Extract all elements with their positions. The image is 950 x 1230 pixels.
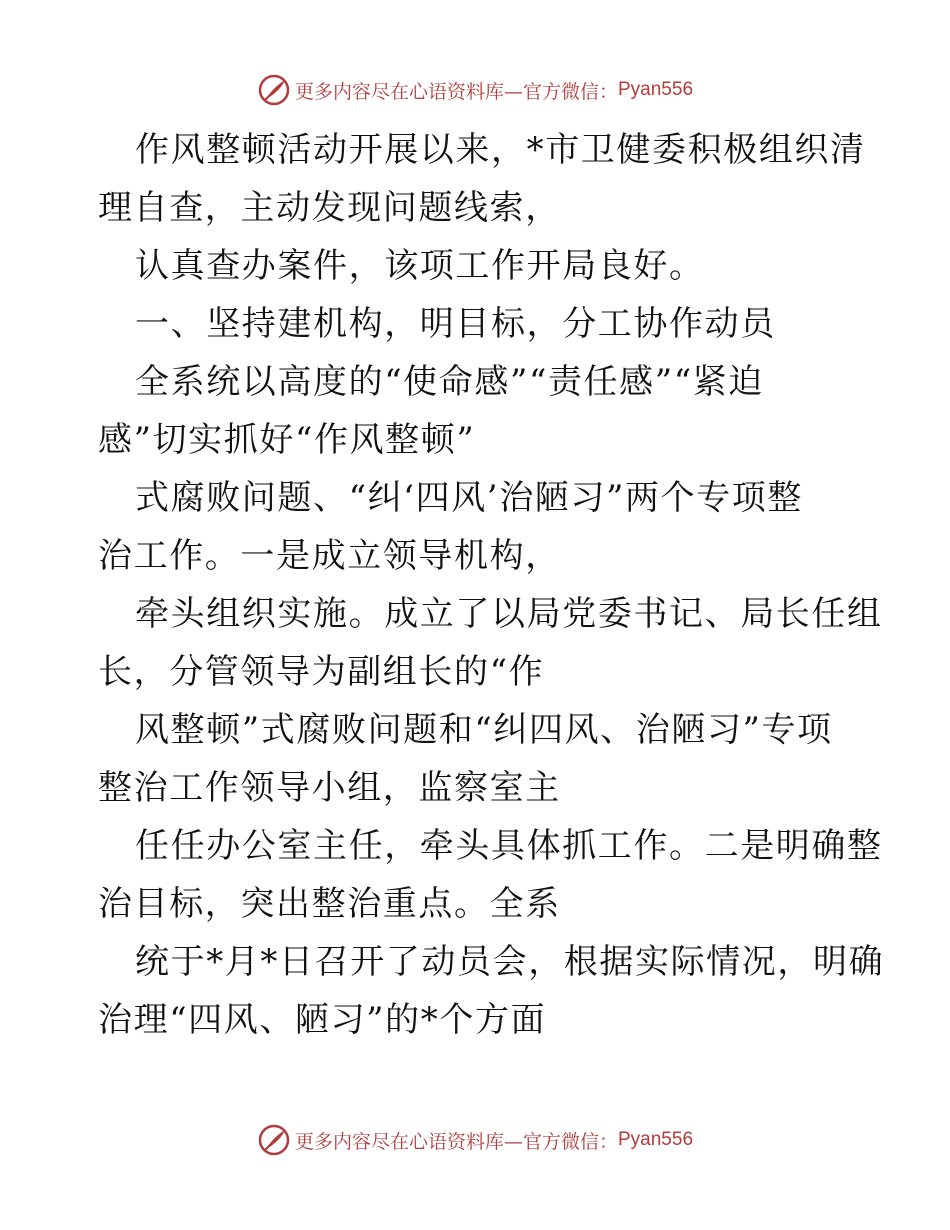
feather-pen-icon: [257, 73, 291, 107]
text-line: 长，分管领导为副组长的“作: [98, 652, 545, 692]
watermark-text: 更多内容尽在心语资料库—官方微信：: [294, 1130, 618, 1153]
watermark-wechat-id: Pyan556: [618, 79, 694, 100]
watermark-wechat-id: Pyan556: [618, 1129, 694, 1150]
text-line: 任任办公室主任，牵头具体抓工作。二是明确整: [135, 826, 883, 866]
text-line: 认真查办案件，该项工作开局良好。: [135, 246, 705, 286]
text-line: 全系统以高度的“使命感”“责任感”“紧迫: [135, 362, 764, 402]
text-line: 作风整顿活动开展以来，*市卫健委积极组织清: [135, 130, 866, 170]
text-line: 牵头组织实施。成立了以局党委书记、局长任组: [135, 594, 883, 634]
header-watermark: [0, 70, 950, 110]
section-heading: 一、坚持建机构，明目标，分工协作动员: [135, 304, 776, 344]
feather-pen-icon: [257, 1123, 291, 1157]
text-line: 感”切实抓好“作风整顿”: [98, 420, 476, 460]
text-line: 式腐败问题、“纠‘四风’治陋习”两个专项整: [135, 478, 803, 518]
watermark-text: 更多内容尽在心语资料库—官方微信：: [294, 80, 618, 103]
text-line: 治工作。一是成立领导机构，: [98, 536, 561, 576]
text-line: 治目标，突出整治重点。全系: [98, 884, 561, 924]
text-line: 风整顿”式腐败问题和“纠四风、治陋习”专项: [135, 710, 833, 750]
text-line: 统于*月*日召开了动员会，根据实际情况，明确: [135, 942, 885, 982]
text-line: 治理“四风、陋习”的*个方面: [98, 1000, 547, 1040]
footer-watermark: [0, 1120, 950, 1160]
text-line: 整治工作领导小组，监察室主: [98, 768, 561, 808]
text-line: 理自查，主动发现问题线索，: [98, 188, 561, 228]
document-body: [98, 121, 885, 1049]
